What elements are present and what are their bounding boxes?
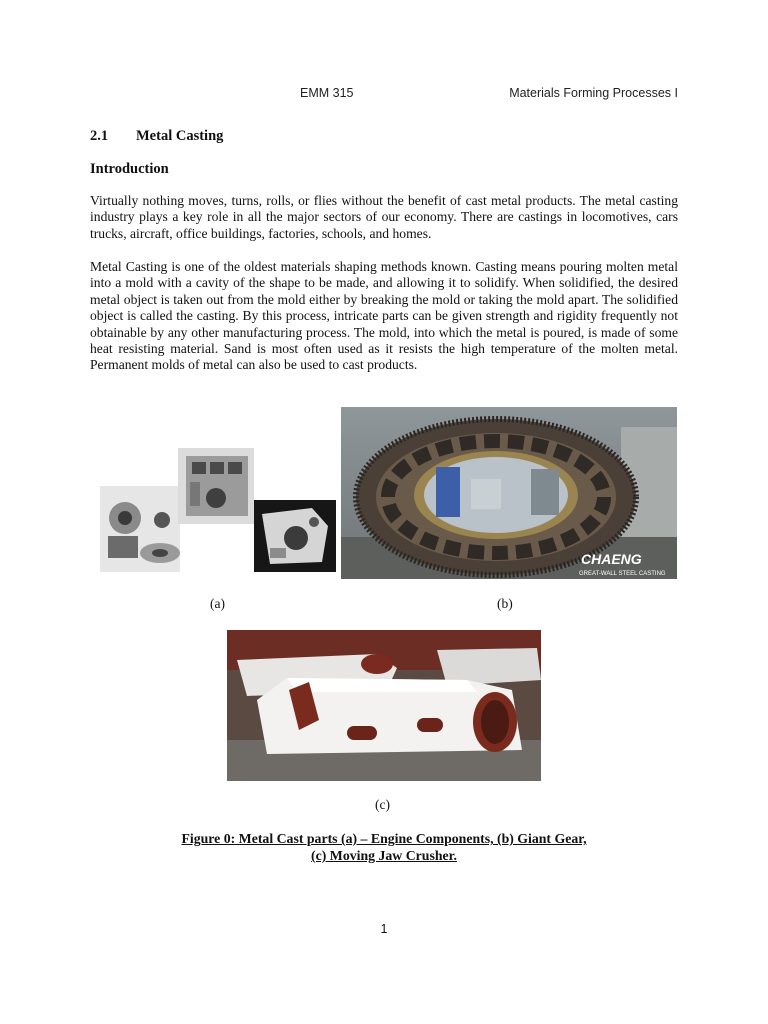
section-number: 2.1 [90, 128, 109, 144]
page-number: 1 [380, 922, 388, 936]
paragraph-1: Virtually nothing moves, turns, rolls, or flies without the benefit of cast metal products. The metal casting industry plays a key role in all the major sectors of our economy. There are castings in locomotives, cars trucks, aircraft, office buildings, factories, schools, and homes. [90, 193, 678, 241]
paragraph-2: Metal Casting is one of the oldest materials shaping methods known. Casting means pouring molten metal into a mold with a cavity of the shape to be made, and allowing it to solidify. When solidified, the desired metal object is taken out from the mold either by breaking the mold or taking the mold apart. The solidified object is called the casting. By this process, intricate parts can be given strength and rigidity frequently not obtainable by any other manufacturing process. The mold, into which the metal is poured, is made of some heat resisting material. Sand is most often used as it resists the high temperature of the molten metal. Permanent molds of metal can also be used to cast products. [90, 259, 678, 373]
subheading: Introduction [90, 161, 169, 177]
figure-caption-line-2: (c) Moving Jaw Crusher. [311, 848, 457, 863]
label-a: (a) [210, 596, 225, 611]
figure-caption-line-1: Figure 0: Metal Cast parts (a) – Engine Components, (b) Giant Gear, [181, 831, 587, 846]
watermark-logo: CHAENG [581, 551, 642, 567]
giant-gear-image [341, 407, 677, 579]
header-course-code: EMM 315 [300, 86, 354, 100]
header-course-title: Materials Forming Processes I [509, 86, 678, 100]
figure-caption [90, 830, 678, 864]
label-c: (c) [375, 797, 390, 812]
watermark-subtitle: GREAT-WALL STEEL CASTING [579, 571, 666, 577]
section-heading [90, 128, 223, 145]
jaw-crusher-image [227, 630, 541, 781]
label-b: (b) [497, 596, 513, 611]
engine-components-image [100, 448, 336, 572]
section-title: Metal Casting [136, 128, 224, 144]
